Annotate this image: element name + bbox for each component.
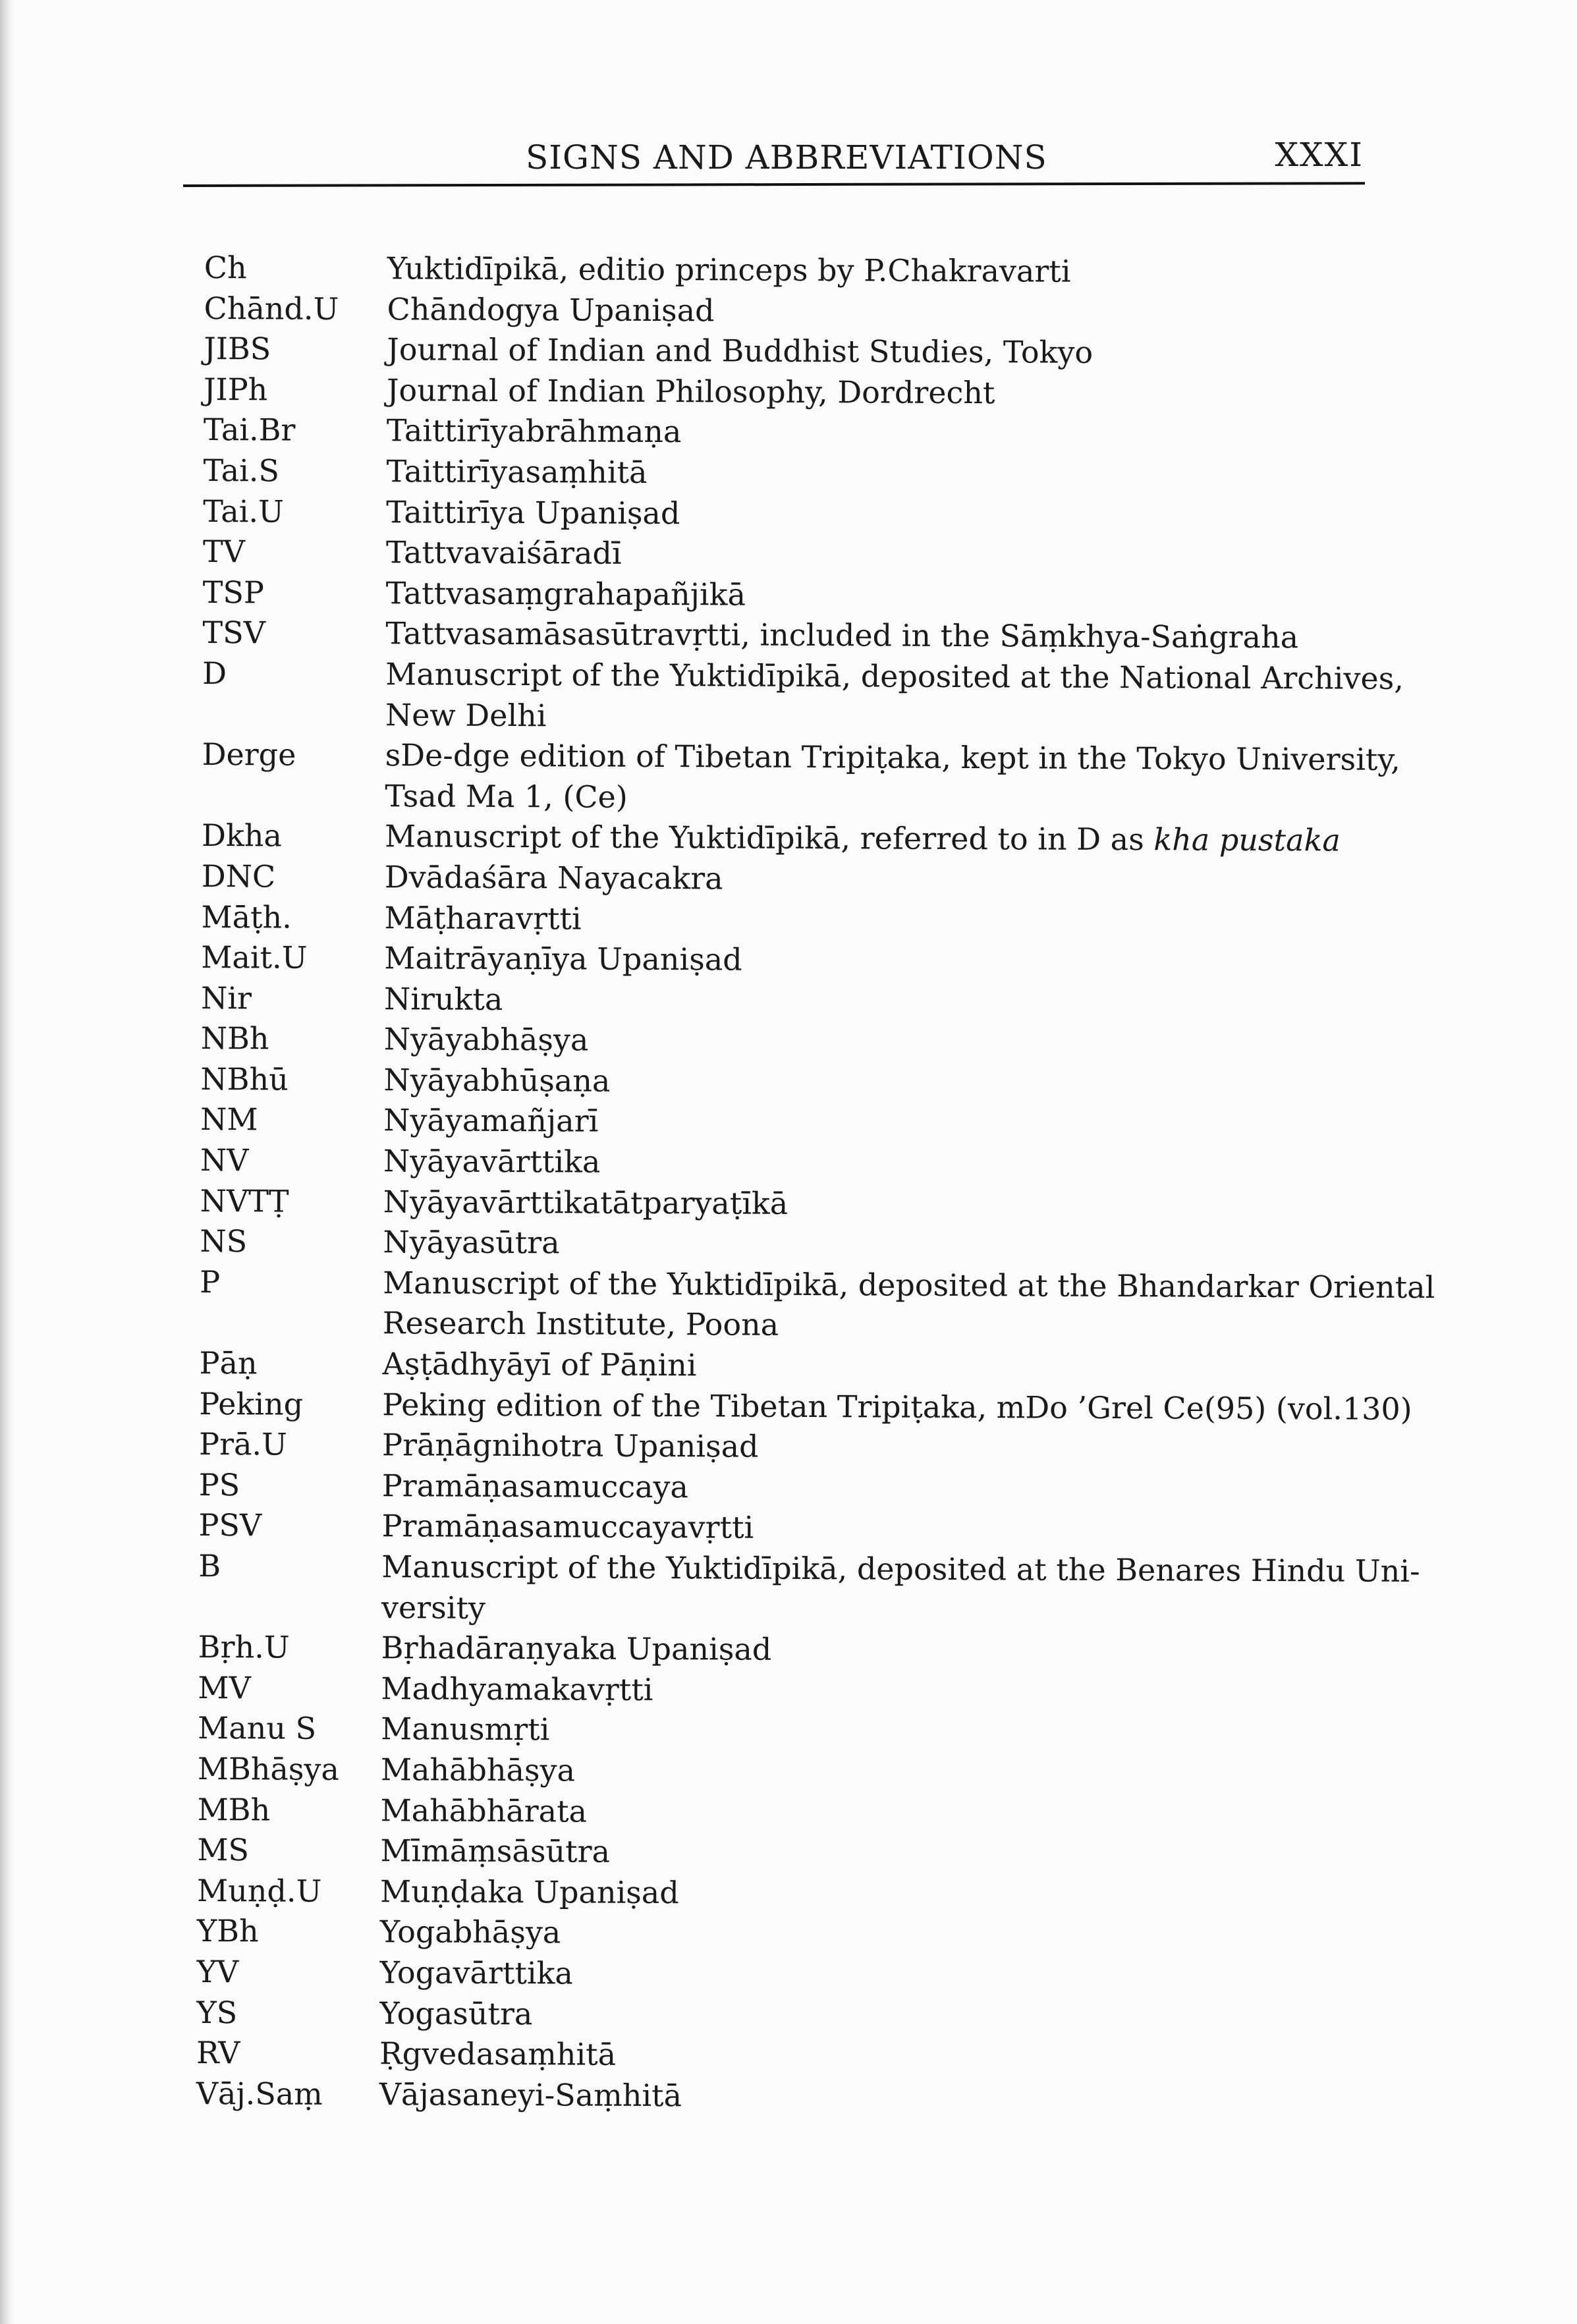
abbreviation-entry xyxy=(198,1668,1423,1714)
definition-line xyxy=(387,248,1429,293)
definition-line xyxy=(381,1588,1424,1632)
abbreviation-term: DNC xyxy=(201,858,276,895)
definition-text: Bṛhadāraṇyaka Upaniṣad xyxy=(381,1630,772,1667)
abbreviation-definition xyxy=(383,1141,1425,1186)
definition-line xyxy=(382,1385,1424,1429)
abbreviation-definition xyxy=(380,1871,1422,1916)
definition-line xyxy=(383,1222,1425,1267)
abbreviation-term: JIBS xyxy=(204,331,271,367)
definition-line xyxy=(383,1060,1425,1105)
abbreviation-definition xyxy=(381,1669,1423,1713)
abbreviation-entry xyxy=(199,1465,1424,1511)
abbreviation-entry xyxy=(200,1262,1435,1348)
definition-text: Tattvavaiśāradī xyxy=(385,534,622,571)
abbreviation-definition xyxy=(387,329,1429,374)
abbreviation-entry xyxy=(200,1099,1425,1146)
definition-line xyxy=(383,1263,1435,1308)
definition-line xyxy=(384,979,1426,1024)
running-header xyxy=(183,132,1364,186)
abbreviation-entry xyxy=(200,1059,1425,1105)
abbreviation-definition xyxy=(385,857,1427,902)
abbreviation-entry xyxy=(204,248,1429,294)
definition-text: Māṭharavṛtti xyxy=(384,899,582,937)
definition-line xyxy=(384,898,1426,943)
abbreviation-definition xyxy=(383,1222,1425,1267)
definition-text: Journal of Indian and Buddhist Studies, Tokyo xyxy=(387,331,1093,371)
definition-line xyxy=(387,329,1429,374)
definition-line xyxy=(379,1952,1422,1997)
definition-line xyxy=(381,1547,1424,1591)
abbreviation-entry xyxy=(203,451,1428,497)
definition-line xyxy=(385,735,1427,780)
abbreviation-definition xyxy=(381,1790,1423,1835)
definition-line xyxy=(379,2034,1422,2078)
abbreviation-entry xyxy=(199,1343,1424,1389)
abbreviation-term: YBh xyxy=(196,1913,259,1949)
definition-line xyxy=(381,1750,1423,1794)
definition-text: Nyāyasūtra xyxy=(383,1224,560,1261)
definition-text: Manuscript of the Yuktidīpikā, deposited at the National Archives, xyxy=(385,656,1404,696)
abbreviation-entry xyxy=(198,1708,1423,1754)
abbreviation-entry xyxy=(202,613,1427,659)
definition-text: Prāṇāgnihotra Upaniṣad xyxy=(381,1427,759,1464)
abbreviation-term: NVTṬ xyxy=(200,1182,289,1219)
definition-text: Muṇḍaka Upaniṣad xyxy=(379,1873,679,1910)
definition-text: Yogavārttika xyxy=(379,1954,574,1991)
abbreviation-term: Tai.Br xyxy=(203,412,296,448)
abbreviation-term: MBh xyxy=(197,1791,271,1828)
abbreviation-entry xyxy=(198,1546,1424,1632)
abbreviation-entry xyxy=(196,2033,1422,2079)
abbreviation-term: Derge xyxy=(202,736,296,773)
abbreviation-entry xyxy=(199,1384,1424,1430)
abbreviation-term: NM xyxy=(200,1101,258,1138)
abbreviation-definition xyxy=(383,1060,1425,1105)
abbreviation-term: Mait.U xyxy=(201,939,308,976)
definition-line xyxy=(381,1669,1423,1713)
definition-text: Yogabhāṣya xyxy=(379,1914,561,1950)
definition-text: Peking edition of the Tibetan Tripiṭaka, mDo ’Grel Ce(95) (vol.130) xyxy=(382,1386,1412,1427)
abbreviation-term: B xyxy=(198,1547,221,1584)
abbreviation-definition xyxy=(387,370,1429,415)
definition-line xyxy=(380,1912,1422,1957)
definition-line xyxy=(383,1101,1425,1146)
abbreviation-definition xyxy=(382,1425,1424,1470)
page-title: SIGNS AND ABBREVIATIONS xyxy=(526,138,1047,177)
abbreviation-entry xyxy=(196,1993,1422,2039)
abbreviation-definition xyxy=(385,614,1427,659)
page-binding-edge xyxy=(0,0,14,2324)
abbreviation-term: YV xyxy=(196,1953,239,1990)
definition-line xyxy=(381,1628,1424,1673)
definition-text: Mahābhāṣya xyxy=(380,1752,576,1788)
definition-line xyxy=(381,1790,1423,1835)
abbreviation-term: Peking xyxy=(199,1385,304,1422)
abbreviation-entry xyxy=(196,2074,1422,2120)
definition-text: Taittirīya Upaniṣad xyxy=(386,493,680,531)
abbreviation-entry xyxy=(198,1627,1424,1673)
abbreviation-entry xyxy=(201,1018,1426,1065)
abbreviation-definition xyxy=(384,938,1426,983)
abbreviation-definition xyxy=(379,1952,1422,1997)
abbreviation-definition xyxy=(386,451,1428,496)
abbreviation-entry xyxy=(202,653,1428,740)
definition-line xyxy=(383,1141,1425,1186)
definition-line xyxy=(383,1182,1425,1227)
abbreviation-entry xyxy=(203,532,1428,578)
abbreviation-term: YS xyxy=(196,1994,238,2030)
abbreviation-entry xyxy=(204,329,1429,375)
definition-text: Mahābhārata xyxy=(380,1792,588,1829)
definition-line xyxy=(385,817,1427,862)
definition-text: Madhyamakavṛtti xyxy=(381,1670,653,1707)
abbreviation-term: MS xyxy=(197,1832,250,1868)
abbreviation-entry xyxy=(201,978,1426,1024)
abbreviation-term: Manu S xyxy=(198,1710,317,1747)
definition-text: Manuscript of the Yuktidīpikā, referred to in D as xyxy=(384,818,1144,858)
abbreviation-definition xyxy=(382,1466,1424,1510)
abbreviation-entry xyxy=(204,289,1429,335)
definition-text: sDe-dge edition of Tibetan Tripiṭaka, kept in the Tokyo University, xyxy=(385,737,1400,778)
definition-line xyxy=(386,532,1428,577)
abbreviation-entry xyxy=(204,410,1429,456)
definition-line xyxy=(382,1466,1424,1510)
abbreviation-term: Māṭh. xyxy=(201,899,292,935)
abbreviation-definition xyxy=(384,979,1426,1024)
abbreviation-term: Dkha xyxy=(201,817,283,854)
abbreviation-definition xyxy=(380,1912,1422,1957)
abbreviation-term: Muṇḍ.U xyxy=(197,1872,322,1909)
abbreviation-definition xyxy=(381,1628,1424,1673)
abbreviation-term: Chānd.U xyxy=(204,290,339,327)
definition-text: Dvādaśāra Nayacakra xyxy=(384,859,723,897)
definition-line xyxy=(381,1507,1424,1551)
definition-text: Tattvasaṃgrahapañjikā xyxy=(385,574,746,613)
abbreviation-definition xyxy=(387,248,1429,293)
definition-line xyxy=(382,1425,1424,1470)
definition-italic-text: kha pustaka xyxy=(1153,821,1341,858)
abbreviation-term: PS xyxy=(198,1466,240,1503)
abbreviation-term: MV xyxy=(198,1669,251,1706)
definition-text: New Delhi xyxy=(385,696,547,733)
definition-text: Maitrāyaṇīya Upaniṣad xyxy=(384,940,742,978)
definition-text: Manusmṛti xyxy=(381,1711,550,1748)
definition-line xyxy=(387,411,1429,456)
abbreviation-term: Pāṇ xyxy=(199,1345,258,1381)
abbreviation-list xyxy=(196,248,1435,2119)
definition-line xyxy=(383,1304,1435,1349)
definition-line xyxy=(384,938,1426,983)
abbreviation-definition xyxy=(381,1547,1424,1632)
abbreviation-definition xyxy=(385,654,1428,740)
abbreviation-entry xyxy=(197,1830,1422,1876)
abbreviation-definition xyxy=(382,1344,1424,1389)
abbreviation-entry xyxy=(198,1749,1423,1795)
definition-text: Research Institute, Poona xyxy=(382,1305,779,1343)
abbreviation-definition xyxy=(383,1182,1425,1227)
abbreviation-term: D xyxy=(202,655,227,692)
definition-text: Yogasūtra xyxy=(379,1995,533,2032)
abbreviation-term: NV xyxy=(200,1142,249,1178)
definition-text: Aṣṭādhyāyī of Pāṇini xyxy=(382,1346,697,1383)
definition-text: Nyāyavārttika xyxy=(383,1143,601,1180)
definition-text: Ṛgvedasaṃhitā xyxy=(379,2035,617,2072)
abbreviation-definition xyxy=(387,411,1429,456)
definition-line xyxy=(386,451,1428,496)
abbreviation-definition xyxy=(382,1385,1424,1429)
abbreviation-term: TSP xyxy=(202,574,264,611)
definition-line xyxy=(380,1831,1422,1875)
definition-text: Nyāyabhūṣaṇa xyxy=(383,1062,611,1099)
abbreviation-term: NBhū xyxy=(200,1061,289,1097)
abbreviation-definition xyxy=(383,1101,1425,1146)
definition-line xyxy=(386,573,1428,618)
definition-line xyxy=(385,776,1427,821)
definition-line xyxy=(384,1019,1426,1064)
definition-text: Nirukta xyxy=(383,980,503,1017)
abbreviation-entry xyxy=(200,1221,1425,1267)
abbreviation-term: MBhāṣya xyxy=(197,1750,340,1787)
abbreviation-definition xyxy=(381,1709,1423,1754)
abbreviation-definition xyxy=(380,1831,1422,1875)
abbreviation-definition xyxy=(386,492,1428,537)
abbreviation-entry xyxy=(200,1181,1425,1227)
abbreviation-entry xyxy=(200,1140,1425,1186)
definition-text: Pramāṇasamuccaya xyxy=(381,1468,689,1505)
definition-text: Taittirīyasaṃhitā xyxy=(386,453,648,490)
definition-text: Chāndogya Upaniṣad xyxy=(387,290,715,328)
abbreviation-entry xyxy=(198,1790,1423,1836)
definition-line xyxy=(386,492,1428,537)
definition-text: Manuscript of the Yuktidīpikā, deposited at the Benares Hindu Uni- xyxy=(381,1549,1420,1590)
abbreviation-definition xyxy=(385,817,1427,862)
abbreviation-term: RV xyxy=(196,2035,240,2071)
definition-text: Tsad Ma 1, (Ce) xyxy=(385,777,628,815)
definition-line xyxy=(385,695,1427,740)
abbreviation-entry xyxy=(198,1505,1424,1551)
abbreviation-entry xyxy=(196,1952,1422,1998)
abbreviation-term: TV xyxy=(202,534,246,570)
abbreviation-definition xyxy=(385,735,1427,821)
abbreviation-entry xyxy=(197,1911,1422,1957)
abbreviation-definition xyxy=(384,898,1426,943)
abbreviation-definition xyxy=(386,573,1428,618)
abbreviation-definition xyxy=(383,1263,1435,1348)
abbreviation-entry xyxy=(201,937,1426,983)
abbreviation-term: Prā.U xyxy=(198,1426,287,1462)
abbreviation-term: Tai.S xyxy=(203,452,280,489)
abbreviation-entry xyxy=(201,897,1426,943)
abbreviation-term: JIPh xyxy=(203,371,268,408)
abbreviation-term: Nir xyxy=(200,980,252,1016)
definition-line xyxy=(387,289,1429,334)
abbreviation-entry xyxy=(199,1424,1424,1470)
definition-text: Manuscript of the Yuktidīpikā, deposited at the Bhandarkar Oriental xyxy=(383,1265,1435,1306)
definition-text: Tattvasamāsasūtravṛtti, included in the Sāṃkhya-Saṅgraha xyxy=(385,615,1299,655)
definition-text: Nyāyavārttikatātparyaṭīkā xyxy=(383,1183,788,1221)
definition-text: Taittirīyabrāhmaṇa xyxy=(386,412,682,450)
definition-text: Journal of Indian Philosophy, Dordrecht xyxy=(386,372,995,411)
abbreviation-term: Vāj.Saṃ xyxy=(196,2075,323,2112)
definition-text: Nyāyamañjarī xyxy=(383,1102,599,1140)
definition-line xyxy=(379,2074,1422,2119)
definition-text: Pramāṇasamuccayavṛtti xyxy=(381,1508,754,1546)
abbreviation-entry xyxy=(202,816,1427,862)
definition-text: Vājasaneyi-Saṃhitā xyxy=(379,2076,682,2113)
abbreviation-entry xyxy=(204,370,1429,416)
definition-line xyxy=(387,370,1429,415)
abbreviation-definition xyxy=(379,2074,1422,2119)
abbreviation-entry xyxy=(202,856,1427,902)
abbreviation-definition xyxy=(379,2034,1422,2078)
abbreviation-term: TSV xyxy=(202,615,265,651)
definition-text: Yuktidīpikā, editio princeps by P.Chakravarti xyxy=(387,250,1071,289)
definition-text: versity xyxy=(381,1589,486,1626)
abbreviation-definition xyxy=(379,1993,1422,2038)
abbreviation-term: Bṛh.U xyxy=(198,1629,290,1665)
abbreviation-definition xyxy=(381,1507,1424,1551)
abbreviation-term: Tai.U xyxy=(203,493,285,530)
definition-line xyxy=(379,1993,1422,2038)
abbreviation-definition xyxy=(381,1750,1423,1794)
abbreviation-term: NBh xyxy=(200,1020,269,1057)
definition-line xyxy=(382,1344,1424,1389)
abbreviation-entry xyxy=(203,572,1428,619)
abbreviation-definition xyxy=(387,289,1429,334)
definition-line xyxy=(385,857,1427,902)
abbreviation-definition xyxy=(386,532,1428,577)
definition-text: Nyāyabhāṣya xyxy=(383,1021,589,1058)
abbreviation-term: P xyxy=(200,1263,221,1300)
abbreviation-entry xyxy=(197,1871,1422,1917)
abbreviation-entry xyxy=(203,491,1428,538)
abbreviation-term: PSV xyxy=(198,1507,262,1543)
abbreviation-definition xyxy=(384,1019,1426,1064)
abbreviation-term: Ch xyxy=(204,249,247,286)
definition-line xyxy=(381,1709,1423,1754)
page-number: XXXI xyxy=(1275,136,1364,174)
definition-text: Mīmāṃsāsūtra xyxy=(380,1833,611,1869)
definition-line xyxy=(385,654,1427,699)
definition-line xyxy=(385,614,1427,659)
definition-line xyxy=(380,1871,1422,1916)
abbreviation-term: NS xyxy=(200,1223,248,1259)
abbreviation-entry xyxy=(202,734,1427,821)
